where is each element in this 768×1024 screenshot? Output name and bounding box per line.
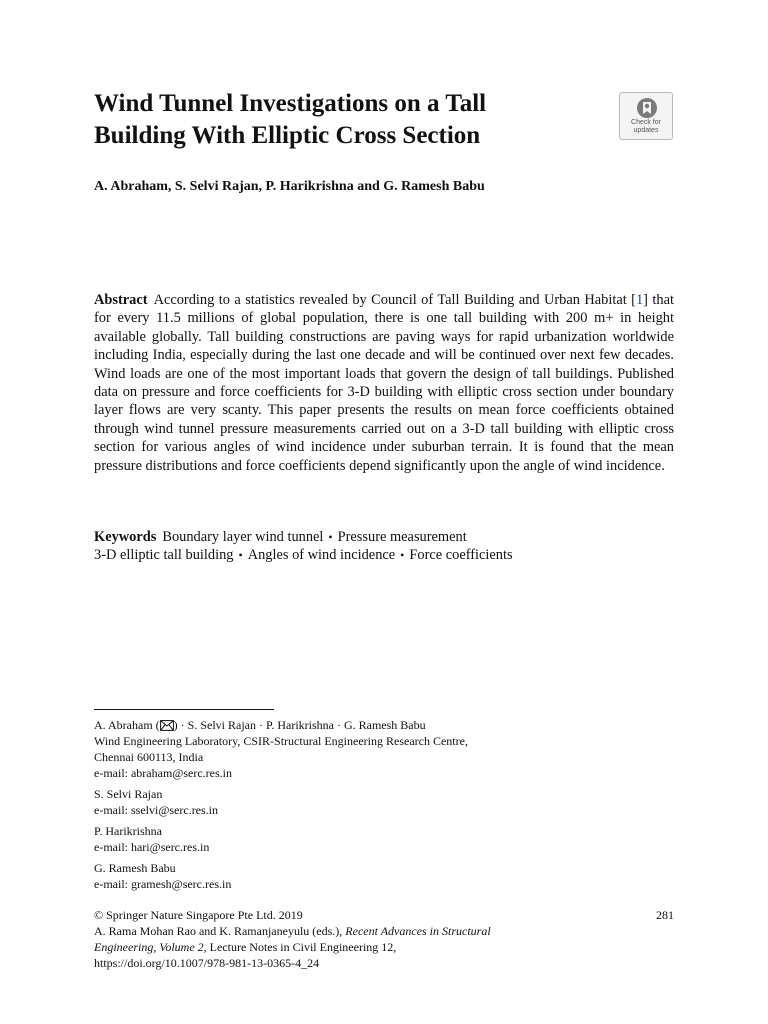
author-email[interactable]: e-mail: hari@serc.res.in — [94, 840, 210, 854]
doi-link[interactable]: https://doi.org/10.1007/978-981-13-0365-4_24 — [94, 956, 320, 970]
author-name: S. Selvi Rajan — [94, 787, 163, 801]
keyword-item: Angles of wind incidence — [247, 547, 396, 564]
author-name: P. Harikrishna — [94, 824, 162, 838]
author-list: A. Abraham, S. Selvi Rajan, P. Harikrishna and G. Ramesh Babu — [94, 179, 485, 194]
abstract-heading: Abstract — [94, 292, 148, 308]
keywords-block — [94, 528, 674, 565]
copyright-line: © Springer Nature Singapore Pte Ltd. 2019 — [94, 908, 303, 922]
affiliation-entry — [94, 860, 694, 892]
envelope-icon[interactable] — [160, 720, 174, 731]
author-email[interactable]: e-mail: abraham@serc.res.in — [94, 766, 232, 780]
badge-label: Check for updates — [631, 119, 661, 134]
page-number: 281 — [656, 908, 674, 922]
abstract — [94, 291, 674, 475]
keyword-separator: • — [328, 530, 333, 544]
keywords-line-2 — [94, 546, 674, 564]
keywords-line-1 — [94, 528, 674, 546]
check-for-updates-badge[interactable] — [619, 92, 673, 140]
title-line-2: Building With Elliptic Cross Section — [94, 122, 481, 149]
citation-link[interactable]: 1 — [635, 292, 644, 308]
lab-line-1: Wind Engineering Laboratory, CSIR-Structural Engineering Research Centre, — [94, 734, 468, 748]
keyword-separator: • — [400, 548, 405, 563]
keyword-item: 3-D elliptic tall building — [94, 547, 234, 564]
affiliation-entry — [94, 823, 694, 855]
citation-line: A. Rama Mohan Rao and K. Ramanjaneyulu (eds.), Recent Advances in Structural — [94, 924, 491, 938]
keyword-item: Force coefficients — [409, 547, 513, 564]
title-line-1: Wind Tunnel Investigations on a Tall — [94, 90, 487, 117]
paper-title — [94, 88, 574, 152]
footnote-divider — [94, 709, 274, 710]
author-email[interactable]: e-mail: sselvi@serc.res.in — [94, 803, 219, 817]
book-title-volume: Engineering, Volume 2 — [94, 940, 204, 954]
keyword-item: Pressure measurement — [337, 529, 467, 545]
bookmark-icon — [636, 97, 658, 119]
keywords-heading: Keywords — [94, 529, 157, 545]
keyword-separator: • — [238, 548, 243, 563]
affiliation-entry — [94, 786, 694, 818]
citation-line-2: Engineering, Volume 2, Lecture Notes in Civil Engineering 12, — [94, 940, 397, 954]
book-title: Recent Advances in Structural — [345, 924, 491, 938]
affiliation-first: A. Abraham ( ) · S. Selvi Rajan · P. Harikrishna · G. Ramesh Babu Wind Engineering Laboratory, CSIR-Structural Engineering Research Centre, Chennai 600113, India e-mail: abraham@serc.res.in — [94, 718, 468, 780]
author-name: G. Ramesh Babu — [94, 861, 176, 875]
affiliations — [94, 717, 694, 897]
page-footer — [94, 907, 674, 971]
keyword-item: Boundary layer wind tunnel — [162, 529, 324, 545]
author-email[interactable]: e-mail: gramesh@serc.res.in — [94, 877, 232, 891]
abstract-text-rest: ] that for every 11.5 millions of global population, there is one tall building with 200 m+ in height available globally. Tall building constructions are paving ways for rapid urbanization worldwide including India, especially during the last one decade and will be continued over next few decades. Wind loads are one of the most important loads that govern the design of tall buildings. Published data on pressure and force coefficients for 3-D building with elliptic cross section under boundary layer flows are very scanty. This paper presents the results on mean force coefficients obtained through wind tunnel pressure measurements carried out on a 3-D tall building with elliptic cross section for various angles of wind incidence under suburban terrain. It is found that the mean pressure distributions and force coefficients depend significantly upon the angle of wind incidence. — [94, 292, 674, 474]
abstract-text-start: According to a statistics revealed by Council of Tall Building and Urban Habitat [ — [153, 292, 636, 308]
lab-line-2: Chennai 600113, India — [94, 750, 204, 764]
